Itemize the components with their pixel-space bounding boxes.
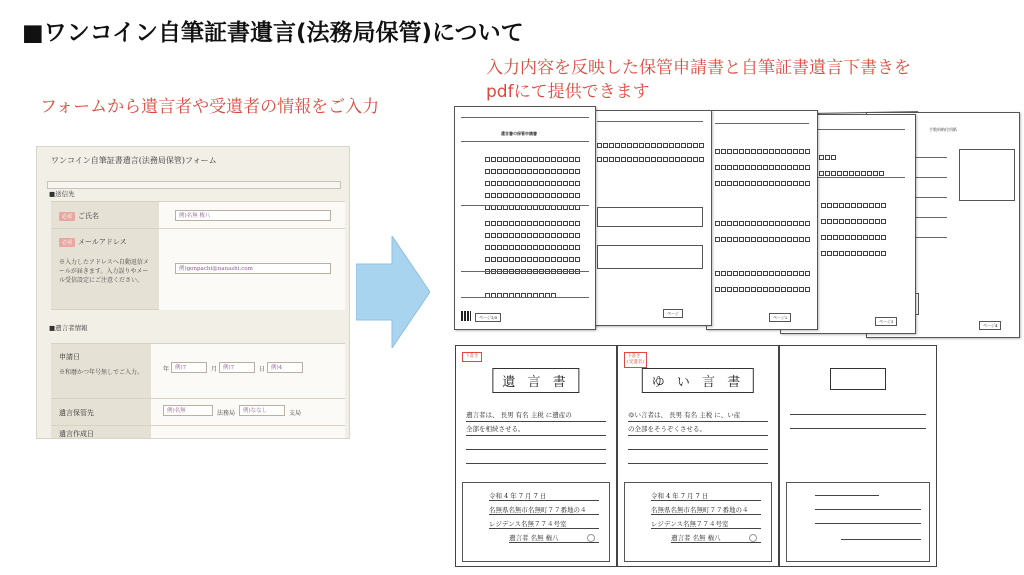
- will-date: 令和 4 年 7 月 7 日: [651, 492, 709, 500]
- form-title: ワンコイン自筆証書遺言(法務局保管)フォーム: [51, 156, 217, 165]
- seal-icon: [587, 534, 595, 542]
- will-signer: 遺言者 名無 権八: [671, 534, 721, 542]
- will-table: 申請日 ※和暦かつ年号無しでご入力。 年 例)7 月 例)7 日 例)4 遺言保管先 例)名無 法務局 例)ななし 支局 遺言作成日: [51, 343, 345, 439]
- day-input[interactable]: 例)4: [267, 362, 303, 373]
- office-label: 遺言保管先: [59, 409, 94, 417]
- page-title: ■ワンコイン自筆証書遺言(法務局保管)について: [22, 20, 524, 46]
- form-caption: フォームから遺言者や受遺者の情報をご入力: [40, 97, 380, 117]
- will-draft-page-1: 下書き 遺 言 書 遺言者は、 長男 有名 主税 に遺産の 全部を相続させる。 令和 4 年 7 月 7 日 名無県名無市名無町７７番地の４ レジデンス名無７７４号室 遺言者 名無 権八: [455, 345, 617, 567]
- blank-title-box: [830, 368, 886, 390]
- will-address-2: レジデンス名無７７４号室: [489, 520, 567, 528]
- will-address-2: レジデンス名無７７４号室: [651, 520, 729, 528]
- will-date: 令和 4 年 7 月 7 日: [489, 492, 547, 500]
- sender-table: [51, 201, 345, 310]
- seal-icon: [749, 534, 757, 542]
- will-heading: ゆ い 言 書: [642, 368, 754, 393]
- will-address-1: 名無県名無市名無町７７番地の４: [489, 506, 587, 514]
- will-blank-page: [779, 345, 937, 567]
- email-note: ※入力したアドレスへ自動返信メールが届きます。入力誤りやメール受信設定にご注意ください。: [59, 259, 149, 284]
- draft-stamp: 下書き: [462, 352, 482, 362]
- blank-signature-box: [786, 482, 930, 562]
- section-sender: ■送信先: [49, 190, 75, 198]
- will-draft-page-2: 下書き (受遺者) ゆ い 言 書 ゆい言者は、 長男 有名 主税 に、い産 の全部をそうぞくさせる。 令和 4 年 7 月 7 日 名無県名無市名無町７７番地の４ レジデンス名無７７４号室 遺言者 名無 権八: [617, 345, 779, 567]
- page-indicator: ページ1/5: [475, 313, 501, 322]
- date-note: ※和暦かつ年号無しでご入力。: [59, 369, 144, 376]
- pdf-page-2: ページ: [588, 110, 712, 326]
- month-input[interactable]: 例)7: [219, 362, 255, 373]
- year-input[interactable]: 例)7: [171, 362, 207, 373]
- application-title: 遺言書の保管申請書: [501, 131, 537, 136]
- will-heading: 遺 言 書: [492, 368, 579, 393]
- pdf-caption-line1: 入力内容を反映した保管申請書と自筆証書遺言下書きを: [486, 58, 911, 78]
- required-badge: 必須: [59, 212, 75, 221]
- pdf-page-4: ページ3: [780, 114, 916, 334]
- will-signer: 遺言者 名無 権八: [509, 534, 559, 542]
- pdf-caption-line2: pdfにて提供できます: [486, 82, 650, 102]
- email-input[interactable]: 例)gonpachi@nanashi.com: [175, 263, 331, 274]
- pdf-caption: [486, 56, 911, 104]
- draft-stamp: 下書き (受遺者): [624, 352, 647, 368]
- signature-box: [462, 482, 610, 562]
- pdf-page-fee: 手数料納付用紙 ページ4: [866, 112, 1020, 338]
- office-input-2[interactable]: 例)ななし: [239, 405, 285, 416]
- email-label: 必須 メールアドレス: [59, 237, 127, 247]
- name-label: 必須 ご氏名: [59, 211, 99, 221]
- name-input[interactable]: 例)名無 権八: [175, 210, 331, 221]
- created-label: 遺言作成日: [59, 430, 94, 438]
- pdf-page-application: [454, 106, 596, 330]
- date-label: 申請日: [59, 353, 80, 361]
- form-progress-bar: [47, 181, 341, 189]
- arrow-right-icon: [356, 236, 430, 348]
- section-will: ■遺言者情報: [49, 324, 88, 332]
- office-input-1[interactable]: 例)名無: [163, 405, 213, 416]
- qr-code-icon: [461, 311, 471, 321]
- will-address-1: 名無県名無市名無町７７番地の４: [651, 506, 749, 514]
- input-form-screenshot: [36, 146, 350, 439]
- fee-form-title: 手数料納付用紙: [929, 127, 957, 132]
- pdf-page-3: ページ2: [706, 110, 818, 330]
- required-badge: 必須: [59, 238, 75, 247]
- signature-box: [624, 482, 772, 562]
